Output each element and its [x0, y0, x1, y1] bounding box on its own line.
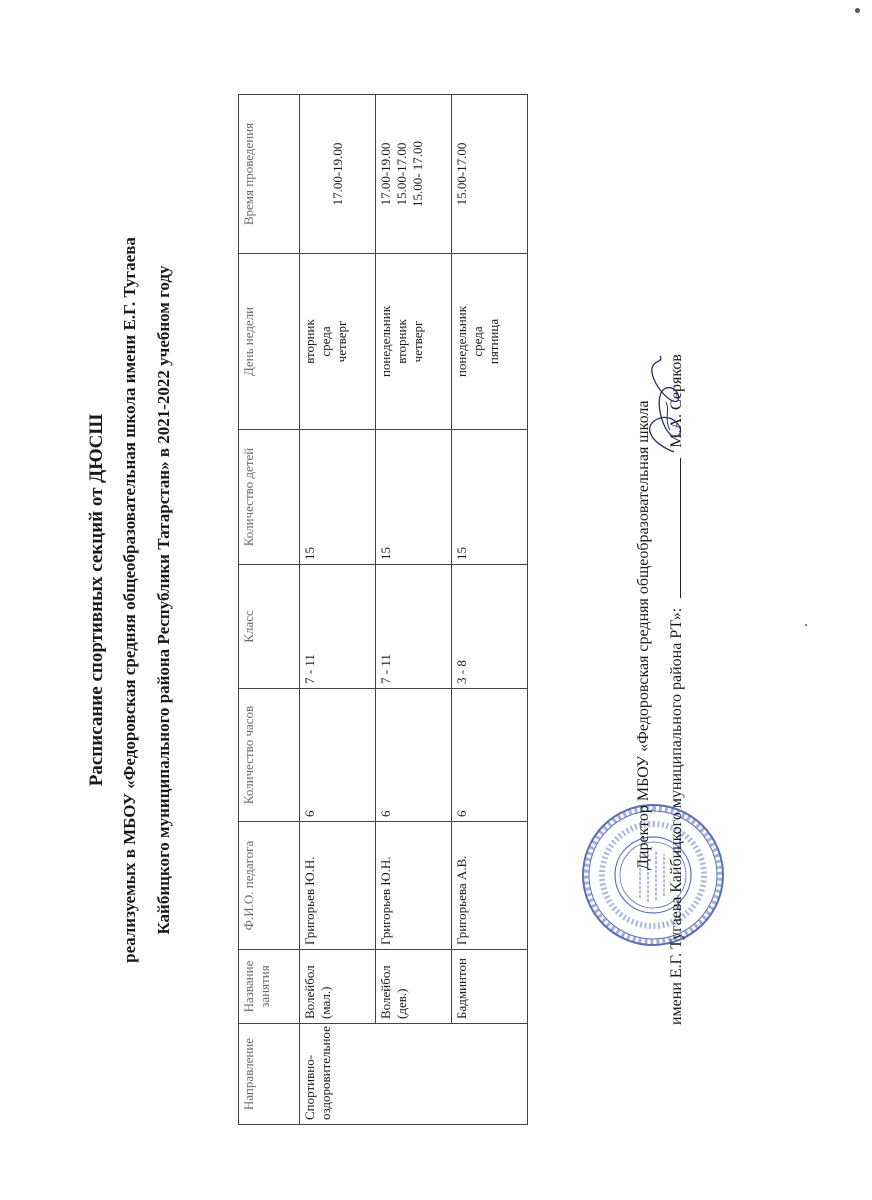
cell-time — [452, 95, 528, 254]
header-hours: Количество часов — [239, 689, 300, 822]
document-subtitle-line2: Кайбицкого муниципального района Республики Татарстан» в 2021-2022 учебном году — [154, 265, 173, 935]
header-direction: Направление — [239, 1024, 300, 1125]
day-entry: четверг — [334, 320, 349, 363]
cell-days — [452, 254, 528, 430]
schedule-table — [238, 94, 528, 1125]
day-entry: понедельник — [378, 305, 393, 378]
cell-teacher: Григорьев Ю.Н. — [376, 822, 452, 950]
cell-activity: Бадминтон — [452, 950, 528, 1024]
header-grade: Класс — [239, 565, 300, 689]
official-stamp — [578, 800, 728, 950]
time-entry: 17.00-19.00 — [378, 142, 393, 206]
cell-hours: 6 — [376, 689, 452, 822]
document-title: Расписание спортивных секций от ДЮСШ — [86, 413, 107, 787]
cell-hours: 6 — [452, 689, 528, 822]
cell-activity: Волейбол (мал.) — [300, 950, 376, 1024]
handwritten-signature — [630, 350, 700, 460]
signature-blank-line — [679, 458, 681, 598]
time-entry: 15.00- 17.00 — [410, 140, 425, 208]
header-time: Время проведения — [239, 95, 300, 254]
cell-grade: 3 - 8 — [452, 565, 528, 689]
day-entry: вторник — [302, 319, 317, 364]
cell-teacher: Григорьева А.В. — [452, 822, 528, 950]
cell-time — [300, 95, 376, 254]
cell-grade: 7 - 11 — [376, 565, 452, 689]
table-header-row — [239, 95, 300, 1125]
day-entry: пятница — [486, 318, 501, 365]
day-entry: среда — [318, 326, 333, 357]
table-row — [452, 95, 528, 1125]
cell-children: 15 — [300, 430, 376, 565]
time-entry: 17.00-19.00 — [329, 142, 345, 206]
day-entry: четверг — [410, 320, 425, 363]
cell-days — [376, 254, 452, 430]
header-days: День недели — [239, 254, 300, 430]
cell-direction: Спортивно-оздоровительное — [300, 1024, 528, 1125]
day-entry: вторник — [394, 319, 409, 364]
cell-grade: 7 - 11 — [300, 565, 376, 689]
cell-activity: Волейбол (дев.) — [376, 950, 452, 1024]
time-entry: 15.00-17.00 — [394, 142, 409, 206]
document-subtitle-line1: реализуемых в МБОУ «Федоровская средняя общеобразовательная школа имени Е.Г. Тугаева — [120, 237, 139, 963]
cell-time — [376, 95, 452, 254]
header-children: Количество детей — [239, 430, 300, 565]
cell-teacher: Григорьев Ю.Н. — [300, 822, 376, 950]
signature-line2-text: имени Е.Г. Тугаева Кайбицкого муниципального района РТ»: — [668, 607, 685, 1025]
day-entry: среда — [470, 326, 485, 357]
header-activity: Название занятия — [239, 950, 300, 1024]
cell-children: 15 — [452, 430, 528, 565]
cell-days — [300, 254, 376, 430]
cell-children: 15 — [376, 430, 452, 565]
header-teacher: Ф.И.О. педагога — [239, 822, 300, 950]
day-entry: понедельник — [454, 305, 469, 378]
time-entry: 15.00-17.00 — [454, 142, 469, 206]
table-row — [300, 95, 376, 1125]
table-row — [376, 95, 452, 1125]
cell-hours: 6 — [300, 689, 376, 822]
director-name: М.А. Серяков — [668, 354, 685, 448]
signature-line1: Директор МБОУ «Федоровская средняя общеобразовательная школа — [635, 400, 652, 870]
